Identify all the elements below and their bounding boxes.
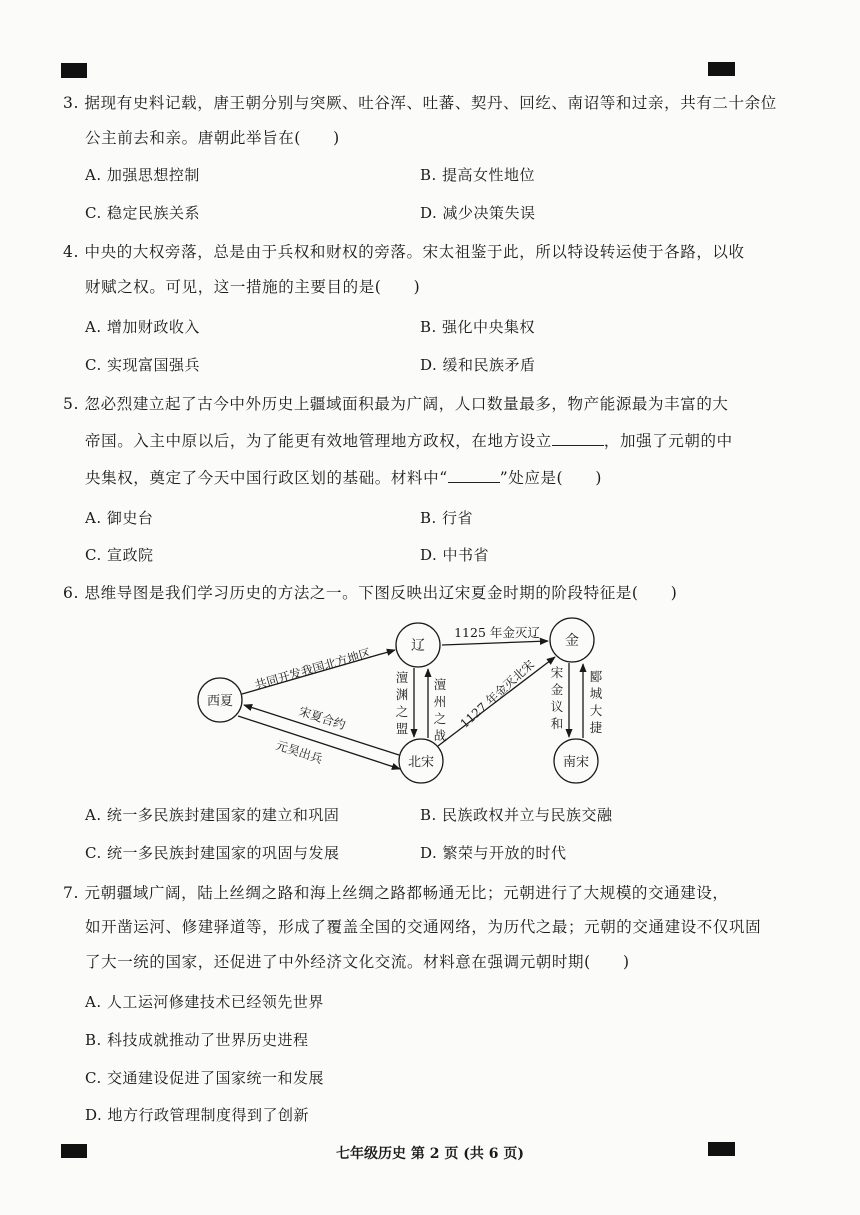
q4-option-d[interactable]: D. 缓和民族矛盾 bbox=[420, 356, 536, 374]
label-chanyuan-char: 之 bbox=[395, 704, 409, 719]
node-xixia-label: 西夏 bbox=[206, 694, 234, 709]
q5-stem-line3-part2: ”处应是( ) bbox=[499, 469, 603, 487]
label-gongtong-kaifa: 共同开发我国北方地区 bbox=[253, 645, 373, 693]
label-songxia-heyue: 宋夏合约 bbox=[297, 704, 348, 733]
node-nansong bbox=[554, 739, 598, 783]
registration-mark-top-right bbox=[708, 62, 735, 76]
q5-stem-line3-part1: 央集权，奠定了今天中国行政区划的基础。材料中“ bbox=[85, 469, 448, 487]
q5-stem-line2 bbox=[85, 431, 733, 451]
q5-blank-1 bbox=[552, 431, 604, 446]
page-footer: 七年级历史 第 2 页 (共 6 页) bbox=[336, 1146, 524, 1162]
q3-option-a[interactable]: A. 加强思想控制 bbox=[85, 166, 200, 184]
label-jin-mie-beisong: 1127 年金灭北宋 bbox=[457, 657, 538, 731]
label-chanzhou-char: 之 bbox=[433, 711, 447, 726]
q5-stem-line2-part1: 帝国。入主中原以后，为了能更有效地管理地方政权，在地方设立 bbox=[85, 432, 552, 450]
q7-option-d[interactable]: D. 地方行政管理制度得到了创新 bbox=[85, 1106, 310, 1124]
label-chanzhou-zhizhan bbox=[434, 677, 447, 743]
label-jin-mie-liao: 1125 年金灭辽 bbox=[454, 625, 540, 640]
label-yancheng-char: 郾 bbox=[589, 669, 603, 684]
q7-option-a[interactable]: A. 人工运河修建技术已经领先世界 bbox=[85, 993, 324, 1011]
q7-stem-line2: 如开凿运河、修建驿道等，形成了覆盖全国的交通网络，为历代之最；元朝的交通建设不仅巩固 bbox=[85, 918, 762, 936]
q6-option-c[interactable]: C. 统一多民族封建国家的巩固与发展 bbox=[85, 844, 340, 862]
q3-option-b[interactable]: B. 提高女性地位 bbox=[420, 166, 536, 184]
q7-option-b[interactable]: B. 科技成就推动了世界历史进程 bbox=[85, 1031, 309, 1049]
label-chanyuan-char: 澶 bbox=[395, 670, 409, 685]
label-songjin-yihe bbox=[551, 665, 564, 731]
q5-stem-line2-part2: ，加强了元朝的中 bbox=[603, 432, 733, 450]
q4-stem-line1: 4. 中央的大权旁落，总是由于兵权和财权的旁落。宋太祖鉴于此，所以特设转运使于各路，以收 bbox=[63, 243, 745, 261]
q7-stem-line1: 7. 元朝疆域广阔，陆上丝绸之路和海上丝绸之路都畅通无比；元朝进行了大规模的交通建设， bbox=[63, 884, 729, 902]
q6-stem-line1: 6. 思维导图是我们学习历史的方法之一。下图反映出辽宋夏金时期的阶段特征是( ) bbox=[63, 584, 678, 602]
node-nansong-label: 南宋 bbox=[562, 755, 590, 770]
node-beisong-label: 北宋 bbox=[407, 755, 435, 770]
q5-option-c[interactable]: C. 宣政院 bbox=[85, 546, 154, 564]
label-yancheng-dajie bbox=[590, 669, 603, 735]
node-jin bbox=[550, 618, 594, 662]
q5-option-b[interactable]: B. 行省 bbox=[420, 509, 474, 527]
label-yuanhao-chubing: 元昊出兵 bbox=[274, 738, 325, 767]
q4-option-a[interactable]: A. 增加财政收入 bbox=[85, 318, 200, 336]
label-yancheng-char: 捷 bbox=[589, 720, 603, 735]
q6-mind-map bbox=[0, 615, 860, 815]
q6-option-a[interactable]: A. 统一多民族封建国家的建立和巩固 bbox=[85, 806, 340, 824]
node-beisong bbox=[399, 739, 443, 783]
q3-option-c[interactable]: C. 稳定民族关系 bbox=[85, 204, 200, 222]
q4-option-c[interactable]: C. 实现富国强兵 bbox=[85, 356, 200, 374]
label-chanzhou-char: 州 bbox=[433, 694, 447, 709]
q3-stem-line2: 公主前去和亲。唐朝此举旨在( ) bbox=[85, 129, 340, 147]
q6-option-b[interactable]: B. 民族政权并立与民族交融 bbox=[420, 806, 613, 824]
q4-stem-line2: 财赋之权。可见，这一措施的主要目的是( ) bbox=[85, 278, 421, 296]
label-yancheng-char: 大 bbox=[589, 703, 603, 718]
label-songjin-char: 议 bbox=[550, 699, 564, 714]
q7-stem-line3: 了大一统的国家，还促进了中外经济文化交流。材料意在强调元朝时期( ) bbox=[85, 953, 630, 971]
label-yancheng-char: 城 bbox=[589, 686, 603, 701]
label-songjin-char: 和 bbox=[550, 716, 564, 731]
q5-stem-line3 bbox=[85, 468, 602, 488]
label-chanzhou-char: 澶 bbox=[433, 677, 447, 692]
node-liao bbox=[396, 623, 440, 667]
label-chanyuan-char: 渊 bbox=[395, 687, 409, 702]
q5-blank-2 bbox=[448, 468, 500, 483]
label-chanzhou-char: 战 bbox=[433, 728, 447, 743]
arrow-liao-to-jin bbox=[442, 641, 548, 645]
registration-mark-top-left bbox=[61, 63, 87, 78]
node-liao-label: 辽 bbox=[411, 638, 425, 654]
q5-stem-line1: 5. 忽必烈建立起了古今中外历史上疆域面积最为广阔，人口数量最多，物产能源最为丰富的大 bbox=[63, 395, 729, 413]
q6-option-d[interactable]: D. 繁荣与开放的时代 bbox=[420, 844, 567, 862]
label-songjin-char: 金 bbox=[550, 682, 564, 697]
label-songjin-char: 宋 bbox=[550, 665, 564, 680]
q3-option-d[interactable]: D. 减少决策失误 bbox=[420, 204, 536, 222]
label-chanyuan-char: 盟 bbox=[395, 721, 409, 736]
node-jin-label: 金 bbox=[565, 633, 579, 649]
q3-stem-line1: 3. 据现有史料记载，唐王朝分别与突厥、吐谷浑、吐蕃、契丹、回纥、南诏等和过亲，共有二十余位 bbox=[63, 94, 777, 112]
q4-option-b[interactable]: B. 强化中央集权 bbox=[420, 318, 536, 336]
node-xixia bbox=[198, 678, 242, 722]
q5-option-d[interactable]: D. 中书省 bbox=[420, 546, 490, 564]
q7-option-c[interactable]: C. 交通建设促进了国家统一和发展 bbox=[85, 1069, 324, 1087]
label-chanyuan-zhimeng bbox=[396, 670, 409, 736]
q5-option-a[interactable]: A. 御史台 bbox=[85, 509, 154, 527]
